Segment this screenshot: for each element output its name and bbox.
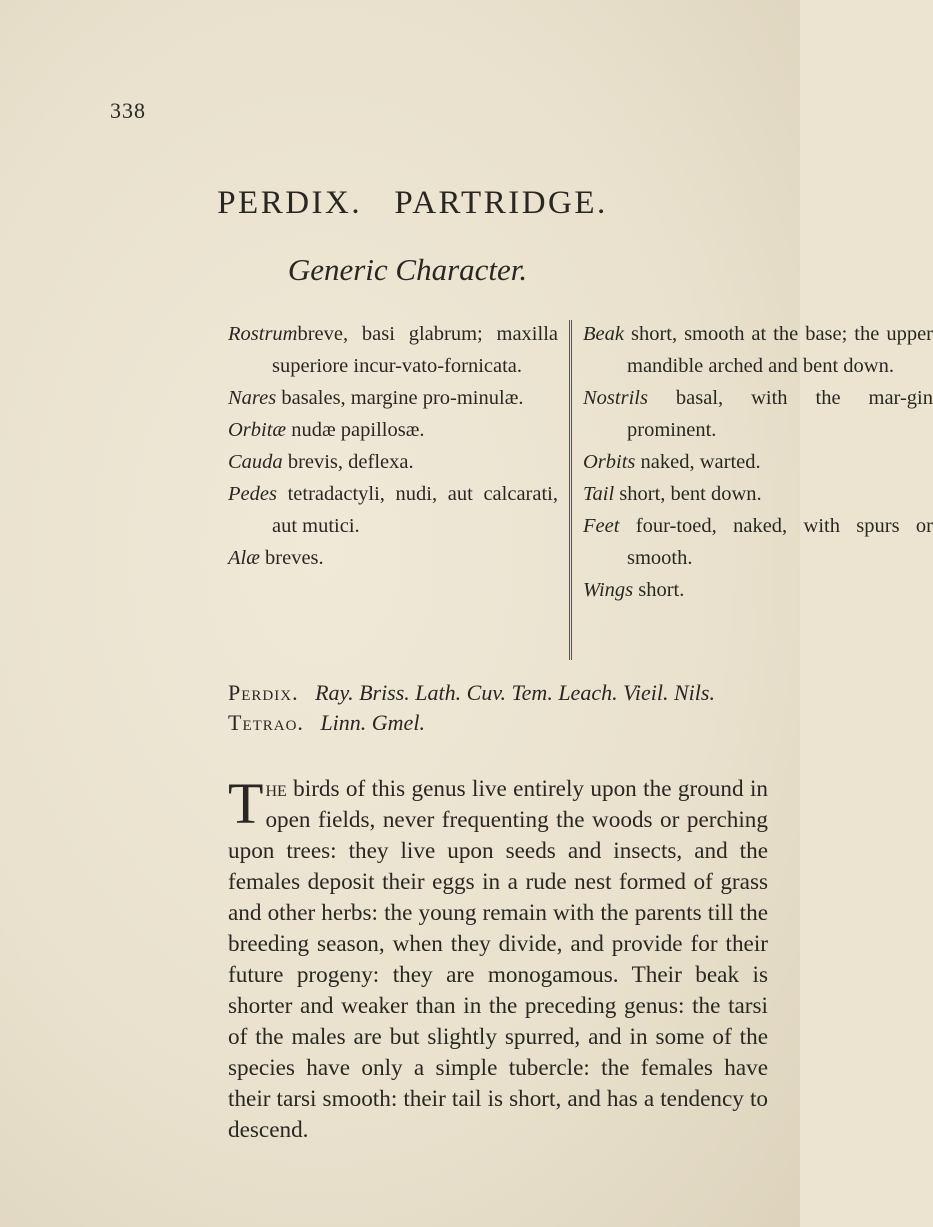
synonym-line: Perdix. Ray. Briss. Lath. Cuv. Tem. Leach. Vieil. Nils. <box>228 680 715 705</box>
latin-entry: Pedes tetradactyli, nudi, aut calcarati, aut mutici. <box>228 483 558 537</box>
english-entry: Tail short, bent down. <box>583 483 762 505</box>
latin-entry: Orbitæ nudæ papillosæ. <box>228 419 425 441</box>
english-entry: Wings short. <box>583 579 685 601</box>
synonymy <box>228 678 788 738</box>
english-entry: Nostrils basal, with the mar-gin prominent. <box>583 387 933 441</box>
column-divider <box>569 320 572 660</box>
english-entry: Orbits naked, warted. <box>583 451 761 473</box>
latin-entry: Rostrumbreve, basi glabrum; maxilla superiore incur-vato-fornicata. <box>228 323 558 377</box>
page-number: 338 <box>110 98 146 123</box>
section-subtitle: Generic Character. <box>287 252 528 287</box>
latin-entry: Nares basales, margine pro-minulæ. <box>228 387 524 409</box>
genus-title: PERDIX. PARTRIDGE. <box>217 185 608 221</box>
english-entry: Beak short, smooth at the base; the upper mandible arched and bent down. <box>583 323 933 377</box>
latin-entry: Cauda brevis, deflexa. <box>228 451 414 473</box>
synonym-line: Tetrao. Linn. Gmel. <box>228 710 425 735</box>
drop-cap: T <box>228 771 264 836</box>
latin-entry: Alæ breves. <box>228 547 324 569</box>
english-characters-column <box>583 318 933 606</box>
english-entry: Feet four-toed, naked, with spurs or smooth. <box>583 515 933 569</box>
latin-characters-column <box>228 318 558 574</box>
genus-description <box>228 771 768 1146</box>
description-paragraph: The birds of this genus live entirely upon the ground in open fields, never frequenting the woods or perching upon trees: they live upon seeds and insects, and the females deposit their eggs in a rude nest formed of grass and other herbs: the young remain with the parents till the breeding season, when they divide, and provide for their future progeny: they are monogamous. Their beak is shorter and weaker than in the preceding genus: the tarsi of the males are but slightly spurred, and in some of the species have only a simple tubercle: the females have their tarsi smooth: their tail is short, and has a tendency to descend. <box>228 771 768 1143</box>
